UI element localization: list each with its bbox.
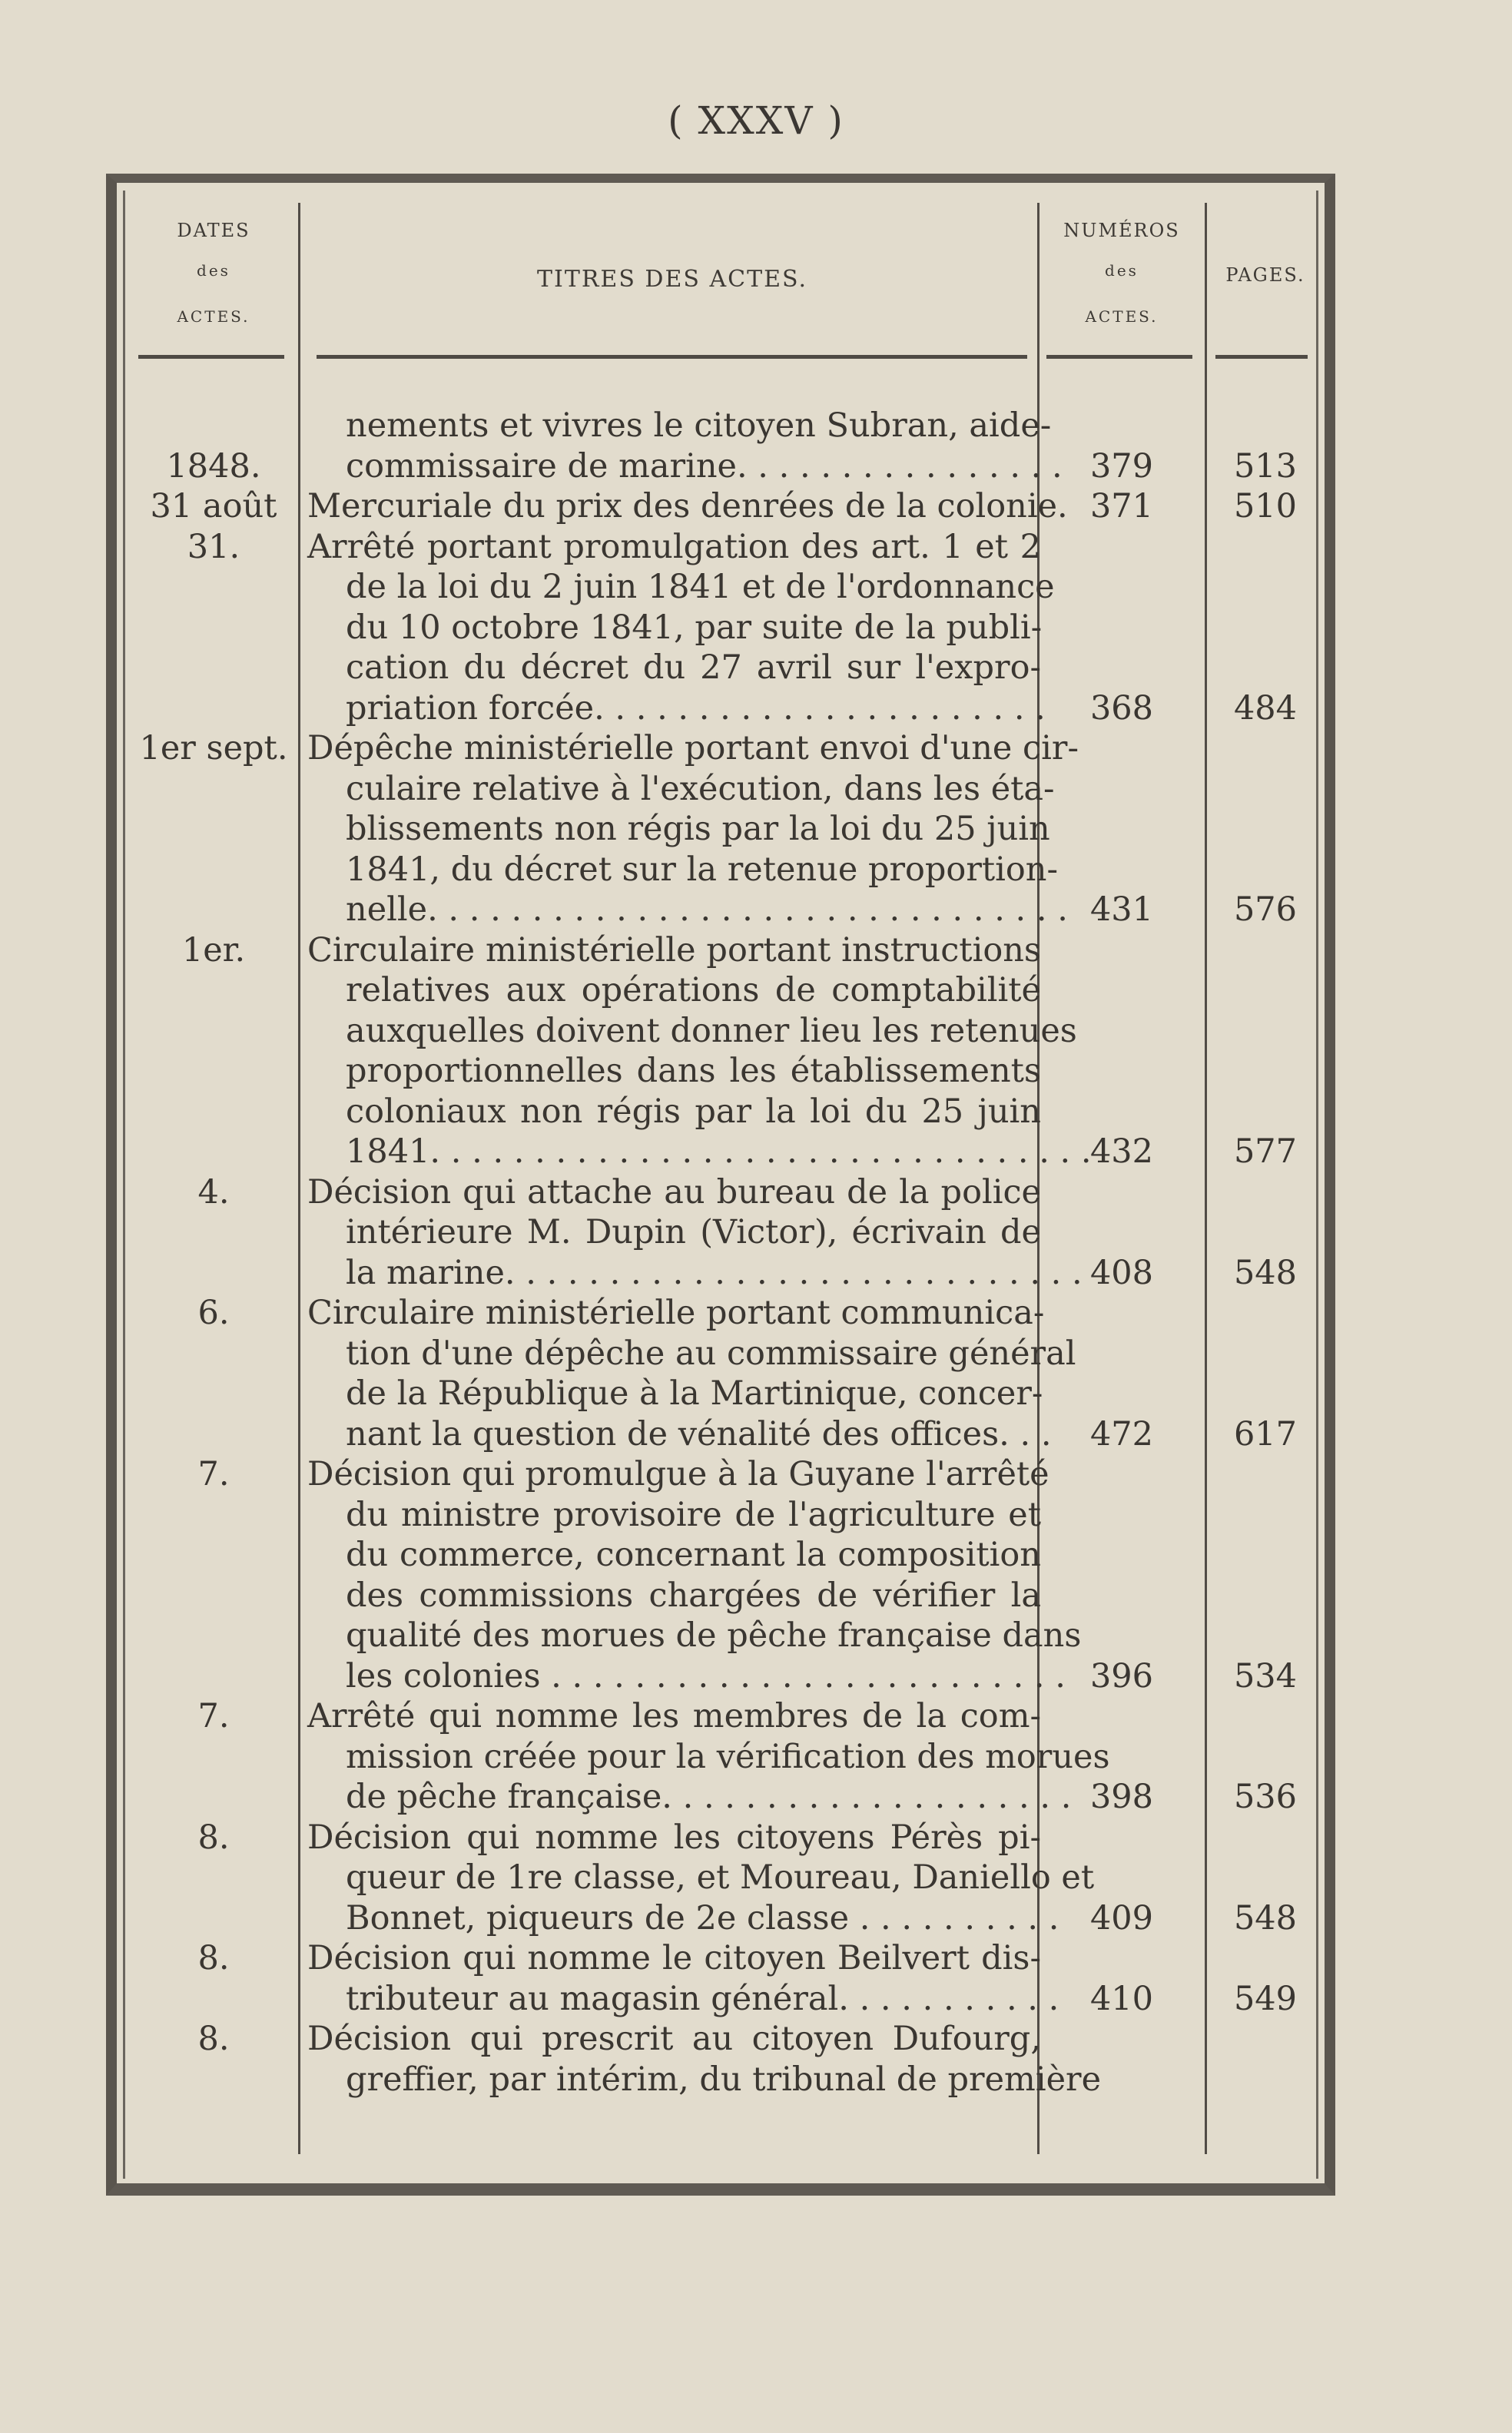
header-numeros-des: des <box>1105 261 1139 280</box>
entry-numero: 396 <box>1089 1656 1154 1695</box>
entry-title-line: Décision qui attache au bureau de la police <box>307 1172 1041 1212</box>
entry-title-line: nant la question de vénalité des offices. . . <box>346 1414 1052 1454</box>
entry-date: 8. <box>197 1939 230 1977</box>
entry-date: 7. <box>197 1455 230 1493</box>
entry-title-line: tion d'une dépêche au commissaire général <box>346 1334 1076 1373</box>
entry-title-line: mission créée pour la vérification des morues <box>346 1737 1110 1776</box>
page-number: ( XXXV ) <box>668 98 844 143</box>
header-dates-actes: ACTES. <box>177 307 250 326</box>
entry-title-line: coloniaux non régis par la loi du 25 juin <box>346 1092 1041 1131</box>
entry-date: 7. <box>197 1697 230 1735</box>
entry-title-line: qualité des morues de pêche française dans <box>346 1616 1082 1655</box>
entry-title-line: auxquelles doivent donner lieu les retenues <box>346 1011 1077 1050</box>
entry-title-line: de pêche française. . . . . . . . . . . . . . . . . . . . <box>346 1778 1072 1816</box>
entry-title <box>307 728 1079 930</box>
entry-title-line: proportionnelles dans les établissements <box>346 1052 1041 1090</box>
entry-numero: 431 <box>1089 890 1154 929</box>
entry-date: 31. <box>187 527 240 566</box>
entry-numero: 368 <box>1089 688 1154 728</box>
entry-page: 484 <box>1233 688 1298 728</box>
entry-numero: 408 <box>1089 1253 1154 1292</box>
entry-numero: 432 <box>1089 1132 1154 1171</box>
entry-numero: 379 <box>1089 446 1154 486</box>
entry-title-line: commissaire de marine. . . . . . . . . . . . . . . . <box>346 446 1063 486</box>
entry-page: 617 <box>1233 1414 1298 1454</box>
header-rule-numeros <box>1046 355 1192 359</box>
entry-title-line: Circulaire ministérielle portant instructions <box>307 930 1041 970</box>
column-divider-dates <box>298 203 300 2154</box>
entry-title-line: cation du décret du 27 avril sur l'expro- <box>346 648 1041 687</box>
entry-date: 6. <box>197 1294 230 1332</box>
entry-title-line: Dépêche ministérielle portant envoi d'une cir- <box>307 729 1079 767</box>
entry-date: 1848. <box>166 446 261 486</box>
entry-numero: 398 <box>1089 1778 1154 1816</box>
entry-numero: 409 <box>1089 1898 1154 1937</box>
entry-title-line: intérieure M. Dupin (Victor), écrivain de <box>346 1213 1041 1251</box>
entry-date: 1er sept. <box>139 729 288 767</box>
entry-page: 548 <box>1233 1898 1298 1937</box>
entry-date: 31 août <box>150 487 277 525</box>
entry-page: 548 <box>1233 1253 1298 1292</box>
entry-title-line: la marine. . . . . . . . . . . . . . . . . . . . . . . . . . . . <box>346 1253 1083 1292</box>
entry-title-line: 1841. . . . . . . . . . . . . . . . . . . . . . . . . . . . . . . . <box>346 1132 1092 1171</box>
entry-page: 549 <box>1233 1979 1298 2018</box>
entry-title-line: du ministre provisoire de l'agriculture et <box>346 1495 1041 1534</box>
header-titres: TITRES DES ACTES. <box>536 266 808 293</box>
entry-title-line: 1841, du décret sur la retenue proportion- <box>346 850 1059 889</box>
entry-title-line: de la République à la Martinique, concer- <box>346 1374 1043 1413</box>
entry-title-line: culaire relative à l'exécution, dans les éta- <box>346 769 1055 808</box>
header-numeros: NUMÉROS <box>1063 220 1180 241</box>
entry-date: 1er. <box>181 930 246 970</box>
entry-title <box>307 527 1055 729</box>
entry-title-line: priation forcée. . . . . . . . . . . . . . . . . . . . . . <box>346 688 1046 728</box>
header-numeros-actes: ACTES. <box>1085 307 1159 326</box>
entry-title <box>307 1938 1059 2019</box>
header-dates: DATES <box>177 220 250 241</box>
entry-title-line: du commerce, concernant la composition <box>346 1536 1041 1574</box>
entry-title-line: nements et vivres le citoyen Subran, aide- <box>346 406 1052 445</box>
entry-title <box>307 930 1092 1172</box>
entry-date: 4. <box>197 1172 230 1212</box>
entry-title-line: Arrêté qui nomme les membres de la com- <box>307 1697 1041 1735</box>
entry-page: 534 <box>1233 1656 1298 1695</box>
entry-title-line: blissements non régis par la loi du 25 juin <box>346 810 1050 848</box>
entry-title <box>307 1172 1083 1294</box>
header-rule-dates <box>138 355 284 359</box>
entry-title-line: nelle. . . . . . . . . . . . . . . . . . . . . . . . . . . . . . . <box>346 890 1068 929</box>
header-rule-pages <box>1215 355 1308 359</box>
entry-numero: 371 <box>1089 487 1154 525</box>
entry-title-line: des commissions chargées de vérifier la <box>346 1576 1041 1615</box>
entry-title-line: Bonnet, piqueurs de 2e classe . . . . . . . . . . <box>346 1898 1059 1937</box>
entry-title-line: Circulaire ministérielle portant communica- <box>307 1294 1045 1332</box>
entry-title-line: de la loi du 2 juin 1841 et de l'ordonnance <box>346 568 1055 606</box>
entry-page: 510 <box>1233 487 1298 525</box>
entry-date: 8. <box>197 2020 230 2058</box>
entry-title <box>307 406 1063 486</box>
entry-title-line: Décision qui nomme le citoyen Beilvert dis- <box>307 1939 1041 1977</box>
entry-title <box>307 486 1068 527</box>
entry-title <box>307 2019 1102 2100</box>
entry-title <box>307 1454 1082 1696</box>
entry-title-line: Mercuriale du prix des denrées de la colonie. <box>307 487 1068 525</box>
entry-title-line: queur de 1re classe, et Moureau, Daniello et <box>346 1858 1095 1897</box>
entry-title-line: greffier, par intérim, du tribunal de première <box>346 2060 1102 2099</box>
entry-title-line: relatives aux opérations de comptabilité <box>346 971 1041 1009</box>
header-pages: PAGES. <box>1225 264 1305 286</box>
entry-title-line: les colonies . . . . . . . . . . . . . . . . . . . . . . . . . <box>346 1656 1066 1695</box>
entry-page: 513 <box>1233 446 1298 486</box>
entry-title <box>307 1818 1095 1939</box>
entry-title <box>307 1696 1110 1818</box>
entry-title-line: du 10 octobre 1841, par suite de la publi- <box>346 608 1043 647</box>
entry-page: 536 <box>1233 1778 1298 1816</box>
header-rule-titres <box>317 355 1027 359</box>
entry-date: 8. <box>197 1818 230 1857</box>
entry-numero: 410 <box>1089 1979 1154 2018</box>
entry-title <box>307 1293 1076 1454</box>
entry-page: 576 <box>1233 890 1298 929</box>
entry-page: 577 <box>1233 1132 1298 1171</box>
entry-title-line: Arrêté portant promulgation des art. 1 et 2 <box>307 527 1041 566</box>
entry-title-line: Décision qui prescrit au citoyen Dufourg, <box>307 2020 1041 2058</box>
column-divider-numeros <box>1205 203 1207 2154</box>
entry-title-line: Décision qui nomme les citoyens Pérès pi- <box>307 1818 1041 1857</box>
entry-title-line: tributeur au magasin général. . . . . . . . . . . <box>346 1979 1059 2018</box>
header-dates-des: des <box>197 261 230 280</box>
entry-title-line: Décision qui promulgue à la Guyane l'arrêté <box>307 1455 1049 1493</box>
entry-numero: 472 <box>1089 1414 1154 1454</box>
